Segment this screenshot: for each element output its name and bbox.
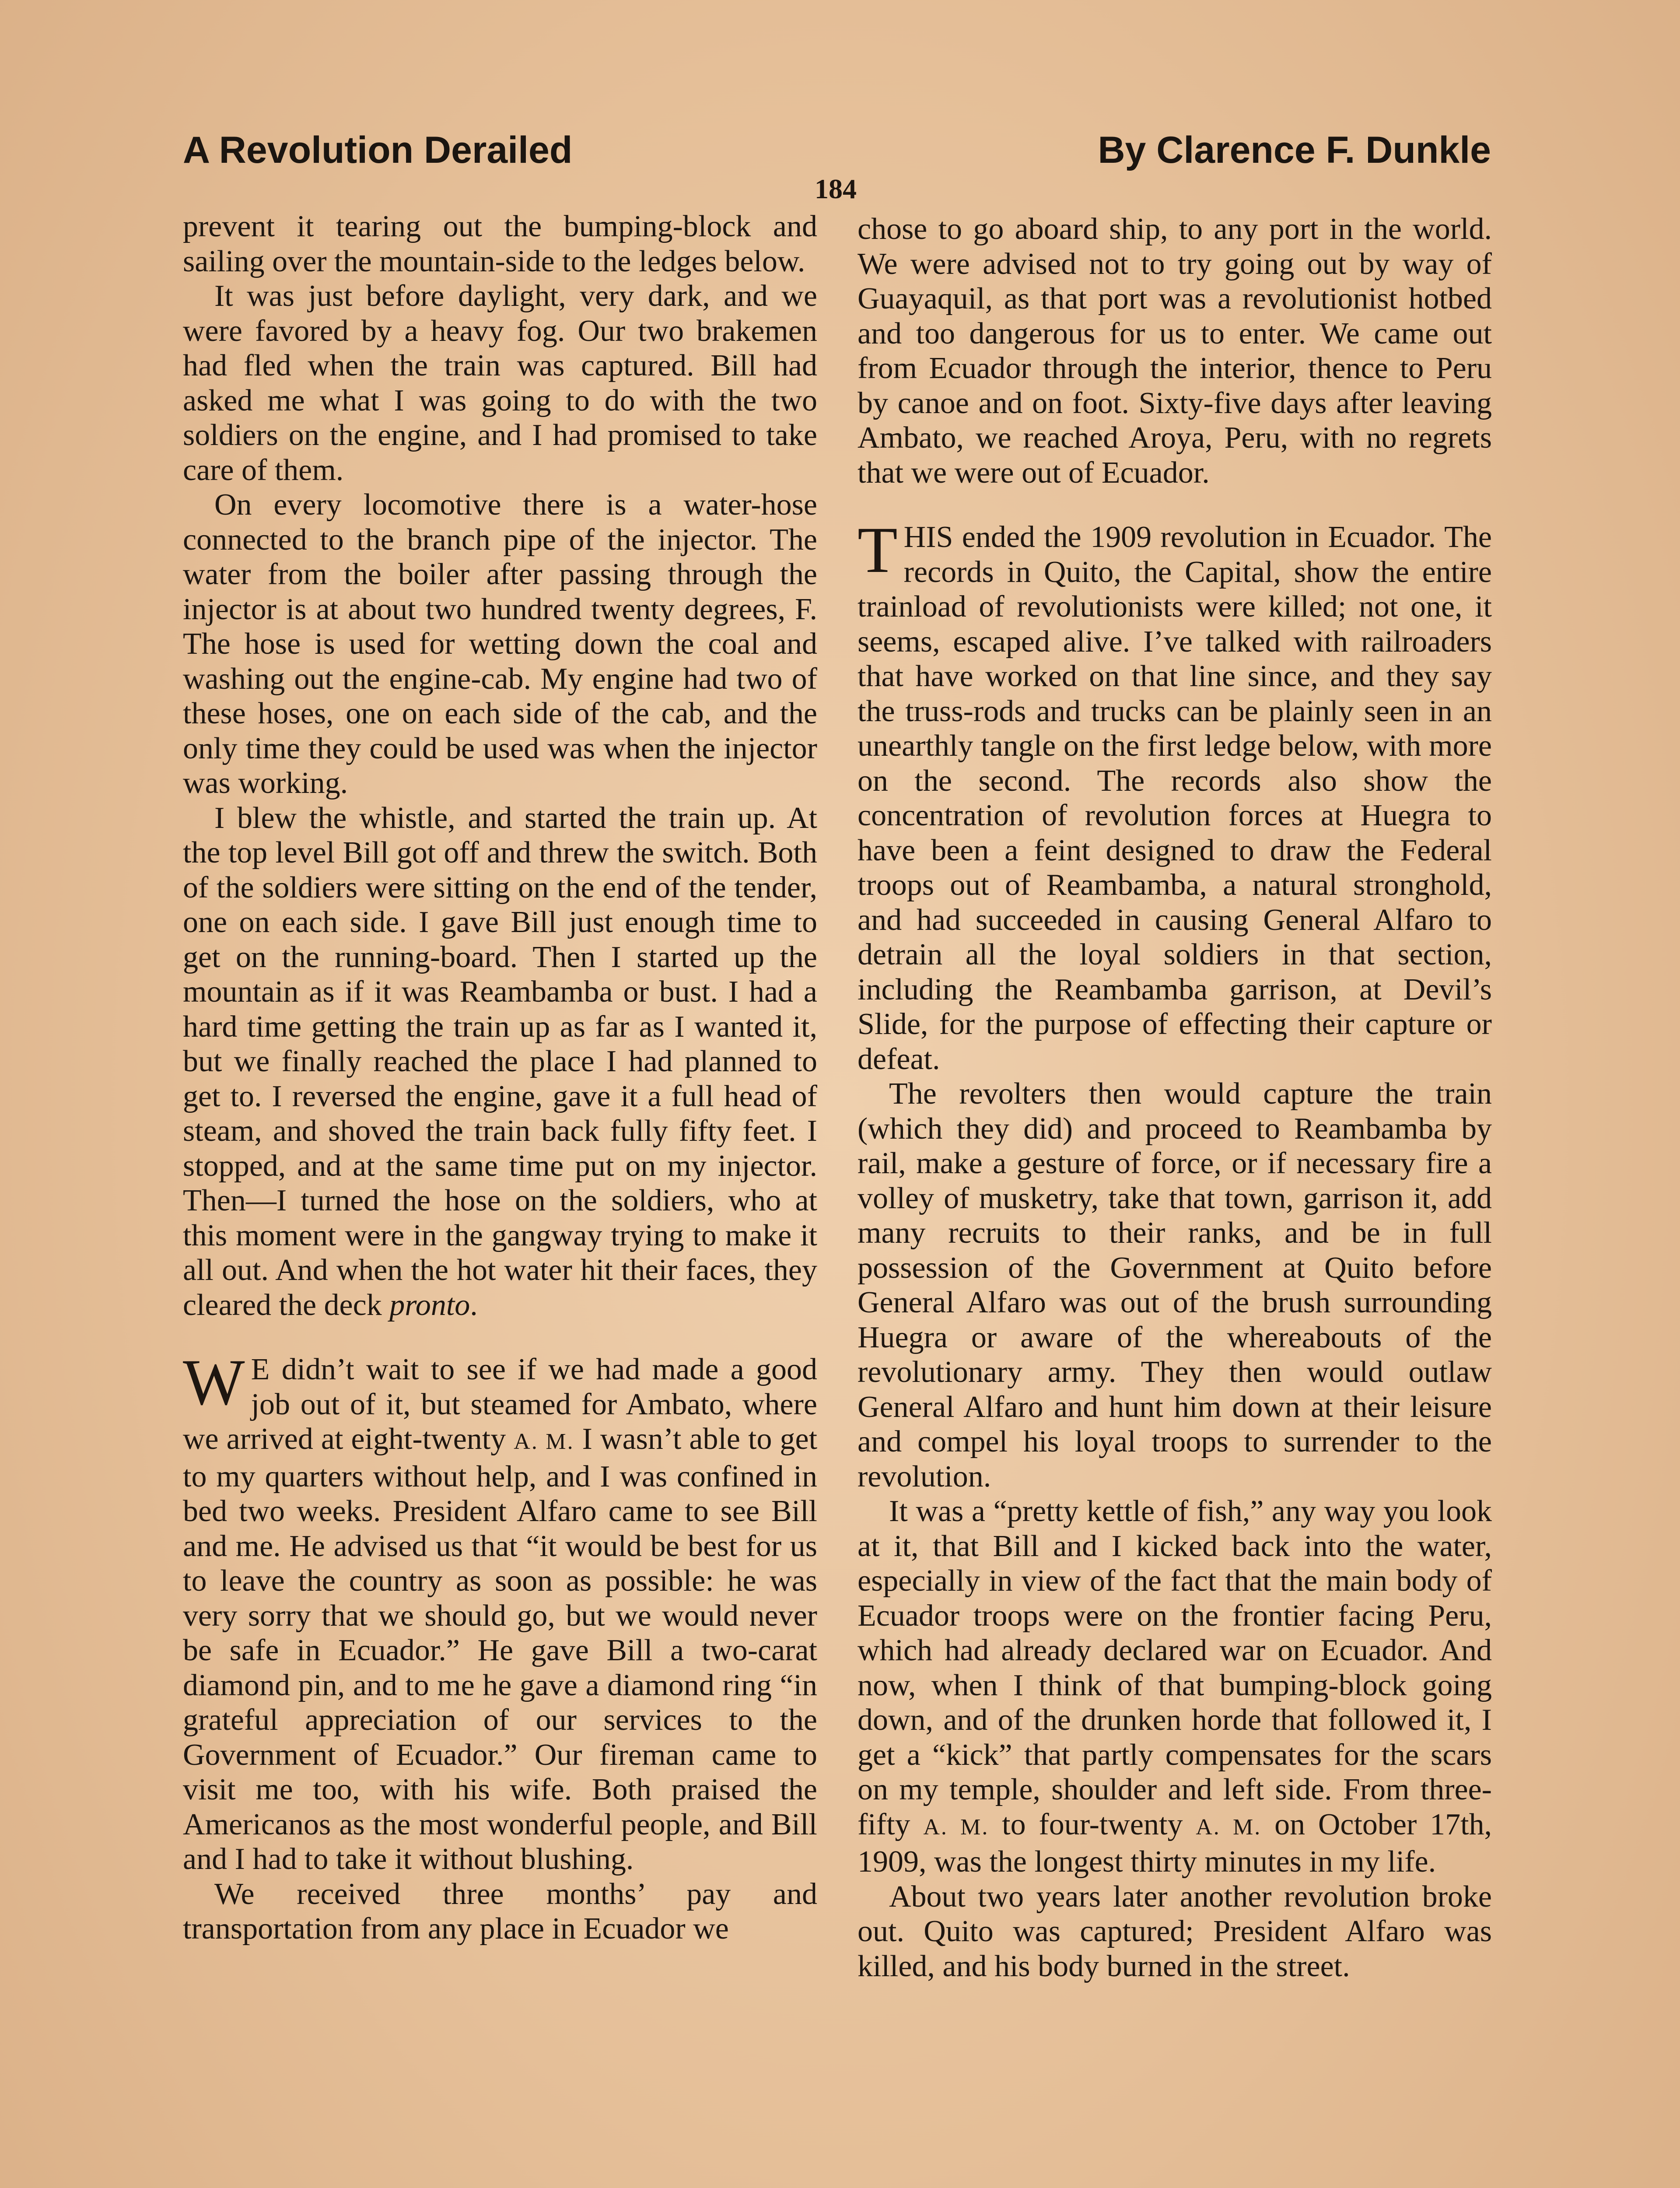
author-byline: By Clarence F. Dunkle xyxy=(1098,129,1491,171)
paragraph: prevent it tearing out the bumping-block and sailing over the mountain-side to the ledges below. xyxy=(183,210,817,278)
drop-cap: T xyxy=(858,514,898,586)
small-caps-time: A. M. xyxy=(514,1429,574,1454)
running-header xyxy=(183,126,1491,174)
paragraph: It was just before daylight, very dark, and we were favored by a heavy fog. Our two brakemen had fled when the train was captured. Bill had asked me what I was going to do with the two soldiers on the engine, and I had promised to take care of them. xyxy=(183,279,817,487)
small-caps-time: A. M. xyxy=(1196,1814,1262,1840)
paragraph-section-start: THIS ended the 1909 revolution in Ecuador. The records in Quito, the Capital, show the entire trainload of revolutionists were killed; not one, it seems, escaped alive. I’ve talked with railroaders that have worked on that line since, and they say the truss-rods and trucks can be plainly seen in an unearthly tangle on the first ledge below, with more on the second. The records also show the concentration of revolution forces at Huegra to have been a feint designed to draw the Federal troops out of Reambamba, a natural stronghold, and had succeeded in causing General Alfaro to detrain all the loyal soldiers in that section, including the Reambamba garrison, at Devil’s Slide, for the purpose of effecting their capture or defeat. xyxy=(858,514,1492,1076)
paragraph: The revolters then would capture the train (which they did) and proceed to Reambamba by rail, make a gesture of force, or if necessary fire a volley of musketry, take that town, garrison it, add many recruits to their ranks, and be in full possession of the Government at Quito before General Alfaro was out of the brush surrounding Huegra or aware of the whereabouts of the revolutionary army. They then would outlaw General Alfaro and hunt him down at their leisure and compel his loyal troops to surrender to the revolution. xyxy=(858,1077,1492,1494)
paragraph: About two years later another revolution broke out. Quito was captured; President Alfaro was killed, and his body burned in the street. xyxy=(858,1879,1492,1983)
story-title: A Revolution Derailed xyxy=(183,129,573,171)
left-column xyxy=(183,209,817,1946)
page-number: 184 xyxy=(815,173,857,204)
paragraph: I blew the whistle, and started the train up. At the top level Bill got off and threw the switch. Both of the soldiers were sitting on the end of the tender, one on each side. I gave Bill just enough time to get on the running-board. Then I started up the mountain as if it was Reambamba or bust. I had a hard time getting the train up as far as I wanted it, but we finally reached the place I had planned to get to. I reversed the engine, gave it a full head of steam, and shoved the train back fully fifty feet. I stopped, and at the same time put on my injector. Then—I turned the hose on the soldiers, who at this moment were in the gangway trying to make it all out. And when the hot water hit their faces, they cleared the deck pronto. xyxy=(183,801,817,1322)
paragraph: It was a “pretty kettle of fish,” any way you look at it, that Bill and I kicked back into the water, especially in view of the fact that the main body of Ecuador troops were on the frontier facing Peru, which had already declared war on Ecuador. And now, when I think of that bumping-block going down, and of the drunken horde that followed it, I get a “kick” that partly compensates for the scars on my temple, shoulder and left side. From three-fifty A. M. to four-twenty A. M. on October 17th, 1909, was the longest thirty minutes in my life. xyxy=(858,1494,1492,1879)
paragraph: We received three months’ pay and transportation from any place in Ecuador we xyxy=(183,1877,817,1946)
paragraph: On every locomotive there is a water-hose connected to the branch pipe of the injector. The water from the boiler after passing through the injector is at about two hundred twenty degrees, F. The hose is used for wetting down the coal and washing out the engine-cab. My engine had two of these hoses, one on each side of the cab, and the only time they could be used was when the injector was working. xyxy=(183,488,817,800)
right-column xyxy=(858,212,1492,1984)
paragraph-section-start: W E didn’t wait to see if we had made a good job out of it, but steamed for Ambato, where we arrived at eight-twenty A. M. I wasn’t able to get to my quarters without help, and I was confined in bed two weeks. President Alfaro came to see Bill and me. He advised us that “it would be best for us to leave the country as soon as possible: he was very sorry that we should go, but we would never be safe in Ecuador.” He gave Bill a two-carat diamond pin, and to me he gave a diamond ring “in grateful appreciation of our services to the Government of Ecuador.” Our fireman came to visit me too, with his wife. Both praised the Americanos as the most wonderful people, and Bill and I had to take it without blushing. xyxy=(183,1346,818,1876)
small-caps-time: A. M. xyxy=(923,1814,989,1840)
paragraph: chose to go aboard ship, to any port in the world. We were advised not to try going out by way of Guayaquil, as that port was a revolutionist hotbed and too dangerous for us to enter. We came out from Ecuador through the interior, thence to Peru by canoe and on foot. Sixty-five days after leaving Ambato, we reached Aroya, Peru, with no regrets that we were out of Ecuador. xyxy=(858,212,1492,490)
italic-word: pronto xyxy=(389,1288,470,1322)
drop-cap: W xyxy=(183,1346,245,1419)
